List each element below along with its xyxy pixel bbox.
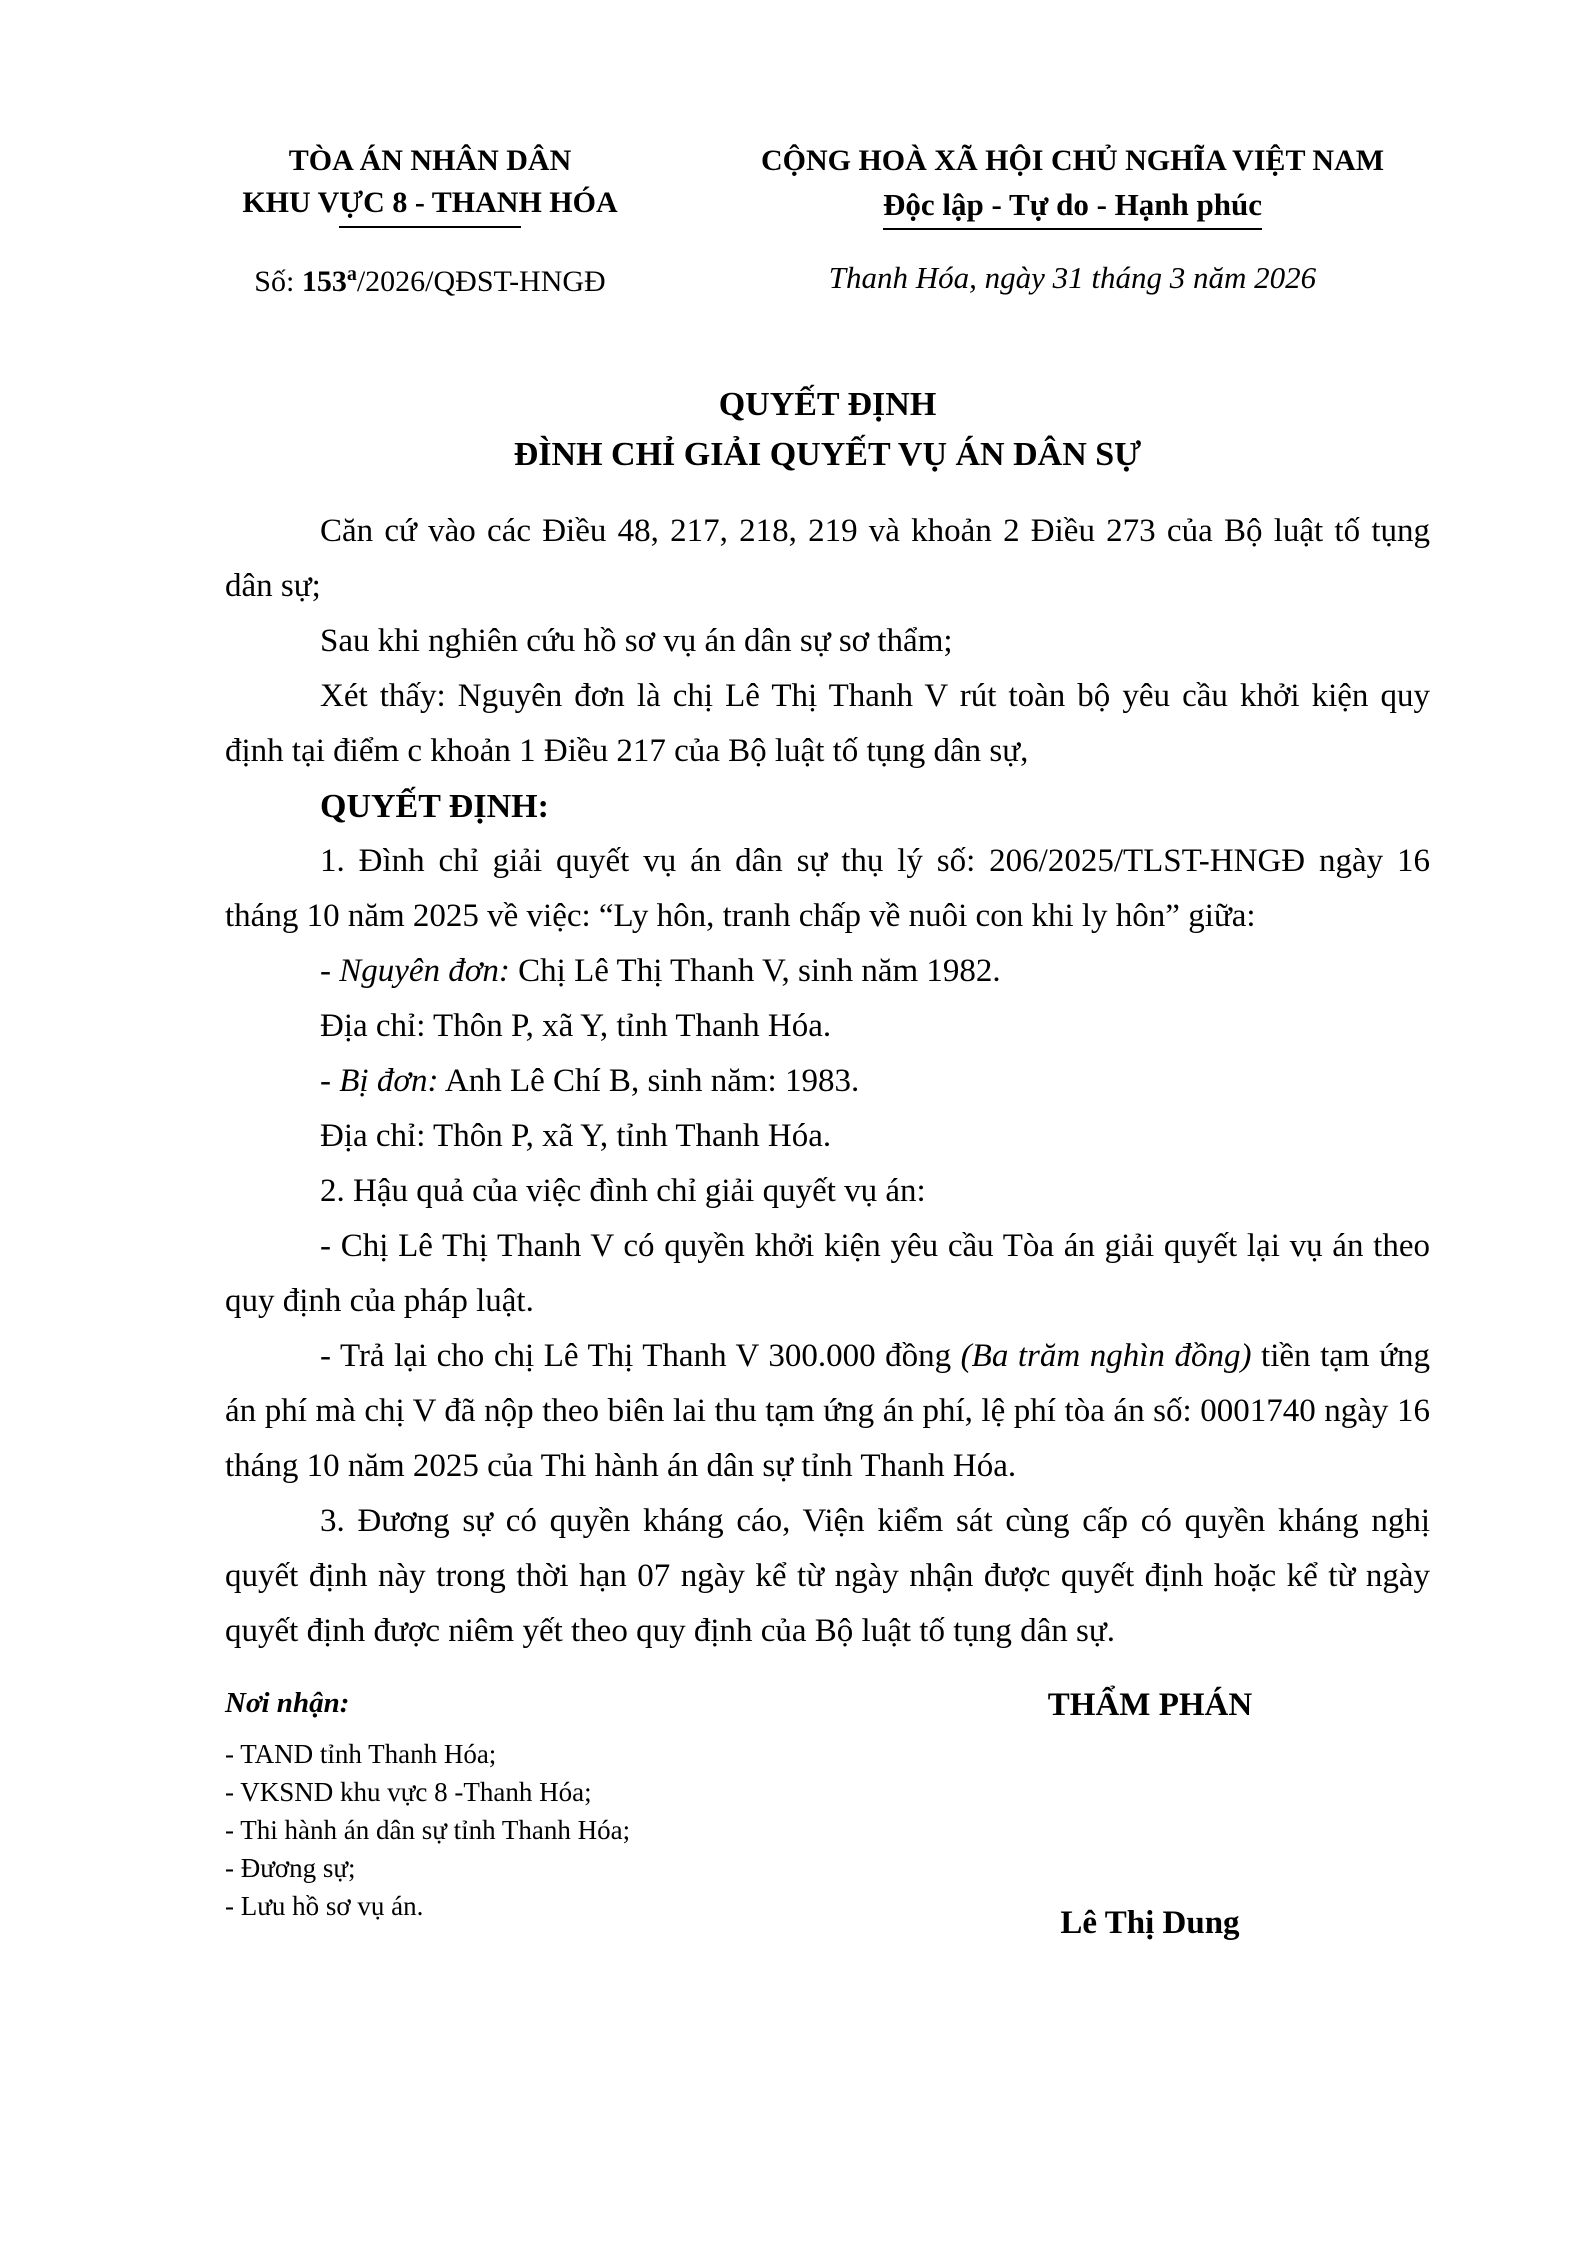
- document-title-line2: ĐÌNH CHỈ GIẢI QUYẾT VỤ ÁN DÂN SỰ: [513, 436, 1142, 473]
- refund-amount-words: (Ba trăm nghìn đồng): [960, 1338, 1252, 1374]
- court-name-underline: [339, 226, 521, 228]
- document-body: [225, 504, 1430, 1659]
- document-number-suffix: /2026/QĐST-HNGĐ: [356, 265, 606, 298]
- court-name-line2: KHU VỰC 8 - THANH HÓA: [242, 186, 618, 219]
- document-title-line1: QUYẾT ĐỊNH: [718, 386, 937, 423]
- paragraph-item3: 3. Đương sự có quyền kháng cáo, Viện kiểm sát cùng cấp có quyền kháng nghị quyết định này trong thời hạn 07 ngày kể từ ngày nhận được quyết định hoặc kể từ ngày quyết định được niêm yết theo quy định của Bộ luật tố tụng dân sự.: [225, 1503, 1430, 1649]
- plaintiff-dash: -: [320, 953, 340, 989]
- paragraph-findings: Xét thấy: Nguyên đơn là chị Lê Thị Thanh V rút toàn bộ yêu cầu khởi kiện quy định tại điểm c khoản 1 Điều 217 của Bộ luật tố tụng dân sự,: [225, 678, 1430, 769]
- recipient-item: - VKSND khu vực 8 -Thanh Hóa;: [225, 1777, 592, 1807]
- document-number: [225, 254, 635, 302]
- national-title: CỘNG HOÀ XÃ HỘI CHỦ NGHĨA VIỆT NAM: [760, 144, 1385, 177]
- document-number-value: 153: [301, 265, 347, 298]
- national-motto: Độc lập - Tự do - Hạnh phúc: [883, 185, 1262, 230]
- recipients-label: Nơi nhận:: [225, 1687, 350, 1719]
- recipients-block: [225, 1685, 630, 1925]
- paragraph-item1: 1. Đình chỉ giải quyết vụ án dân sự thụ lý số: 206/2025/TLST-HNGĐ ngày 16 tháng 10 năm 2025 về việc: “Ly hôn, tranh chấp về nuôi con khi ly hôn” giữa:: [225, 843, 1430, 934]
- place-date-line: Thanh Hóa, ngày 31 tháng 3 năm 2026: [828, 260, 1317, 295]
- document-number-bold: [302, 265, 357, 298]
- issuing-court-block: [225, 140, 635, 302]
- defendant-label: Bị đơn:: [339, 1063, 439, 1099]
- judge-name: Lê Thị Dung: [1060, 1905, 1240, 1941]
- judge-title: THẨM PHÁN: [1047, 1687, 1253, 1723]
- recipient-item: - TAND tỉnh Thanh Hóa;: [225, 1739, 497, 1769]
- paragraph-item2: 2. Hậu quả của việc đình chỉ giải quyết vụ án:: [320, 1173, 926, 1209]
- paragraph-defendant-address: Địa chỉ: Thôn P, xã Y, tỉnh Thanh Hóa.: [320, 1118, 832, 1154]
- plaintiff-label: Nguyên đơn:: [339, 953, 510, 989]
- recipient-item: - Lưu hồ sơ vụ án.: [225, 1891, 424, 1921]
- document-number-label: Số:: [254, 265, 302, 298]
- court-name-line1: TÒA ÁN NHÂN DÂN: [288, 144, 572, 177]
- paragraph-plaintiff-address: Địa chỉ: Thôn P, xã Y, tỉnh Thanh Hóa.: [320, 1008, 832, 1044]
- refund-text-post: tiền tạm ứng án phí mà chị V đã nộp theo biên lai thu tạm ứng án phí, lệ phí tòa án số: 0001740 ngày 16 tháng 10 năm 2025 của Thi hành án dân sự tỉnh Thanh Hóa.: [225, 1338, 1430, 1484]
- defendant-text: Anh Lê Chí B, sinh năm: 1983.: [438, 1063, 860, 1099]
- recipients-list: [225, 1735, 630, 1925]
- recipient-item: - Thi hành án dân sự tỉnh Thanh Hóa;: [225, 1815, 631, 1845]
- document-footer: [225, 1685, 1430, 1943]
- defendant-dash: -: [320, 1063, 340, 1099]
- document-header: [225, 140, 1430, 302]
- paragraph-plaintiff: [225, 944, 1430, 999]
- signature-block: [870, 1685, 1430, 1943]
- recipient-item: - Đương sự;: [225, 1853, 356, 1883]
- document-content: [225, 0, 1430, 1943]
- document-title: [225, 380, 1430, 480]
- national-motto-block: [715, 140, 1430, 298]
- paragraph-defendant: [225, 1054, 1430, 1109]
- paragraph-review: Sau khi nghiên cứu hồ sơ vụ án dân sự sơ thẩm;: [320, 623, 953, 659]
- paragraph-item2-a: - Chị Lê Thị Thanh V có quyền khởi kiện yêu cầu Tòa án giải quyết lại vụ án theo quy định của pháp luật.: [225, 1228, 1430, 1319]
- paragraph-legal-basis: Căn cứ vào các Điều 48, 217, 218, 219 và khoản 2 Điều 273 của Bộ luật tố tụng dân sự;: [225, 513, 1430, 604]
- decision-heading: QUYẾT ĐỊNH:: [320, 788, 549, 825]
- document-number-superscript: a: [346, 263, 357, 285]
- plaintiff-text: Chị Lê Thị Thanh V, sinh năm 1982.: [509, 953, 1001, 989]
- paragraph-item2-b: [225, 1329, 1430, 1494]
- refund-text-pre: - Trả lại cho chị Lê Thị Thanh V 300.000 đồng: [320, 1338, 961, 1374]
